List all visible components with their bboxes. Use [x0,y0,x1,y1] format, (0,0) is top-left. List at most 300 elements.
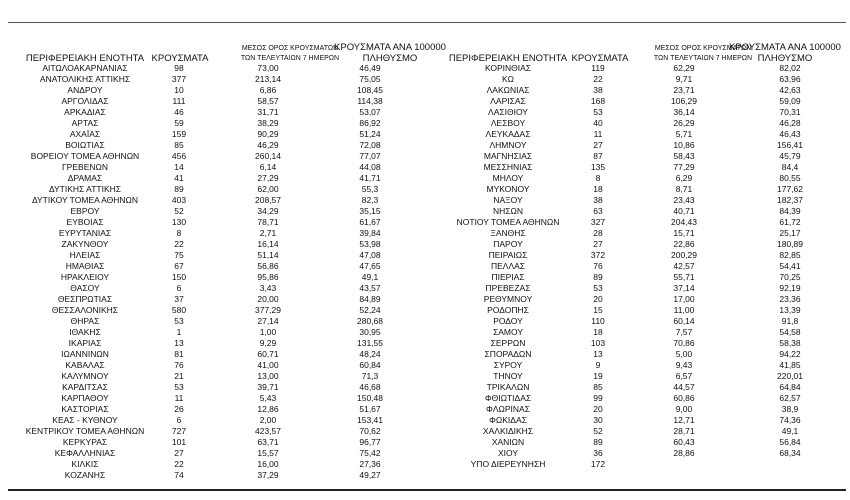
region-cell: ΚΙΛΚΙΣ [71,459,99,469]
avg-cell: 23,43 [673,195,695,205]
cases-cell: 87 [593,151,603,161]
per100k-cell: 80,55 [779,173,801,183]
region-cell: ΚΕΝΤΡΙΚΟΥ ΤΟΜΕΑ ΑΘΗΝΩΝ [25,426,145,436]
region-cell: ΔΥΤΙΚΗΣ ΑΤΤΙΚΗΣ [48,184,122,194]
avg-cell: 60,71 [257,349,279,359]
region-cell: ΚΑΣΤΟΡΙΑΣ [61,404,109,414]
cases-cell: 327 [590,217,606,227]
region-cell: ΑΡΚΑΔΙΑΣ [64,107,106,117]
per100k-cell: 43,57 [359,283,381,293]
region-cell: ΣΕΡΡΩΝ [490,338,526,348]
region-cell: ΡΕΘΥΜΝΟΥ [483,294,533,304]
avg-cell: 62,00 [257,184,279,194]
avg-cell: 9,00 [675,404,693,414]
cases-cell: 111 [172,96,186,106]
per100k-cell: 56,84 [779,437,801,447]
per100k-cell: 55,3 [361,184,379,194]
avg-cell: 16,00 [257,459,279,469]
region-cell: ΒΟΡΕΙΟΥ ΤΟΜΕΑ ΑΘΗΝΩΝ [30,151,140,161]
region-cell: ΑΝΑΤΟΛΙΚΗΣ ΑΤΤΙΚΗΣ [39,74,131,84]
region-cell: ΠΡΕΒΕΖΑΣ [485,283,531,293]
avg-cell: 12,86 [257,404,279,414]
per100k-cell: 25,17 [779,228,801,238]
cases-cell: 74 [174,470,184,480]
header-avg-line1: ΜΕΣΟΣ ΟΡΟΣ ΚΡΟΥΣΜΑΤΩΝ [654,45,752,52]
header-per100k-line2: ΠΛΗΘΥΣΜΟ [757,53,813,64]
region-cell: ΛΑΣΙΘΙΟΥ [488,107,528,117]
avg-cell: 56,86 [257,261,279,271]
avg-cell: 34,29 [257,206,279,216]
region-cell: ΦΛΩΡΙΝΑΣ [486,404,530,414]
cases-cell: 10 [174,85,184,95]
cases-cell: 76 [593,261,603,271]
avg-cell: 6,57 [675,371,693,381]
per100k-cell: 153,41 [357,415,383,425]
region-cell: ΚΑΛΥΜΝΟΥ [61,371,109,381]
header-per100k-right [720,42,850,64]
per100k-cell: 86,92 [359,118,381,128]
per100k-cell: 53,07 [359,107,381,117]
cases-cell: 20 [593,404,603,414]
per100k-cell: 177,62 [777,184,803,194]
cases-cell: 63 [593,206,603,216]
per100k-cell: 70,62 [359,426,381,436]
avg-cell: 42,57 [673,261,695,271]
cases-cell: 119 [591,63,605,73]
region-cell: ΓΡΕΒΕΝΩΝ [62,162,108,172]
region-cell: ΔΥΤΙΚΟΥ ΤΟΜΕΑ ΑΘΗΝΩΝ [31,195,139,205]
per100k-cell: 61,72 [779,217,801,227]
avg-cell: 44,57 [673,382,695,392]
avg-cell: 9,43 [675,360,693,370]
region-cell: ΡΟΔΟΠΗΣ [487,305,529,315]
header-cases-left: ΚΡΟΥΣΜΑΤΑ [151,53,209,64]
per100k-cell: 46,28 [779,118,801,128]
per100k-cell: 92,19 [779,283,801,293]
per100k-cell: 84,39 [779,206,801,216]
per100k-cell: 13,39 [779,305,801,315]
region-cell: ΠΕΙΡΑΙΩΣ [488,250,528,260]
per100k-cell: 91,8 [781,316,799,326]
cases-cell: 40 [593,118,603,128]
per100k-cell: 39,84 [359,228,381,238]
per100k-cell: 114,38 [357,96,383,106]
region-cell: ΜΑΓΝΗΣΙΑΣ [483,151,533,161]
avg-cell: 6,14 [259,162,277,172]
per100k-cell: 46,49 [359,63,381,73]
avg-cell: 8,71 [675,184,693,194]
avg-cell: 5,00 [675,349,693,359]
per100k-cell: 44,08 [359,162,381,172]
cases-cell: 27 [174,448,184,458]
region-cell: ΒΟΙΩΤΙΑΣ [65,140,105,150]
per100k-cell: 51,24 [359,129,381,139]
cases-cell: 41 [174,173,184,183]
avg-cell: 1,00 [259,327,277,337]
avg-cell: 22,86 [673,239,695,249]
cases-cell: 8 [176,228,182,238]
region-cell: ΝΑΞΟΥ [493,195,523,205]
per100k-cell: 46,68 [359,382,381,392]
per100k-cell: 108,45 [357,85,383,95]
region-cell: ΚΕΦΑΛΛΗΝΙΑΣ [54,448,116,458]
cases-cell: 135 [590,162,606,172]
region-cell: ΦΩΚΙΔΑΣ [489,415,527,425]
avg-cell: 39,71 [257,382,279,392]
cases-cell: 81 [174,349,184,359]
avg-cell: 23,71 [673,85,695,95]
region-cell: ΜΥΚΟΝΟΥ [486,184,530,194]
region-cell: ΑΧΑΪΑΣ [69,129,101,139]
region-cell: ΚΩ [501,74,515,84]
region-cell: ΑΡΤΑΣ [71,118,99,128]
avg-cell: 27,14 [257,316,279,326]
per100k-cell: 75,05 [359,74,381,84]
region-cell: ΚΕΑΣ - ΚΥΘΝΟΥ [52,415,118,425]
avg-cell: 38,29 [257,118,279,128]
region-cell: ΤΗΝΟΥ [493,371,523,381]
per100k-cell: 54,41 [779,261,801,271]
region-cell: ΘΕΣΣΑΛΟΝΙΚΗΣ [51,305,119,315]
per100k-cell: 82,3 [361,195,379,205]
cases-cell: 150 [171,272,187,282]
cases-cell: 18 [593,327,603,337]
region-cell: ΧΑΛΚΙΔΙΚΗΣ [482,426,534,436]
cases-cell: 372 [590,250,606,260]
avg-cell: 6,29 [675,173,693,183]
region-cell: ΞΑΝΘΗΣ [490,228,526,238]
avg-cell: 5,43 [259,393,277,403]
cases-cell: 98 [174,63,184,73]
avg-cell: 2,71 [259,228,277,238]
region-cell: ΛΑΡΙΣΑΣ [490,96,526,106]
cases-cell: 53 [593,283,603,293]
cases-cell: 14 [174,162,184,172]
avg-cell: 260,14 [255,151,281,161]
per100k-cell: 70,31 [779,107,801,117]
region-cell: ΚΕΡΚΥΡΑΣ [62,437,108,447]
cases-cell: 13 [593,349,603,359]
region-cell: ΘΑΣΟΥ [70,283,100,293]
region-cell: ΘΕΣΠΡΩΤΙΑΣ [57,294,113,304]
per100k-cell: 96,77 [359,437,381,447]
per100k-cell: 62,57 [779,393,801,403]
cases-cell: 22 [593,74,603,84]
per100k-cell: 54,58 [779,327,801,337]
header-region-left: ΠΕΡΙΦΕΡΕΙΑΚΗ ΕΝΟΤΗΤΑ [25,53,145,64]
avg-cell: 31,71 [257,107,279,117]
avg-cell: 58,43 [673,151,695,161]
cases-cell: 377 [171,74,187,84]
region-cell: ΥΠΟ ΔΙΕΡΕΥΝΗΣΗ [470,459,546,469]
avg-cell: 95,86 [257,272,279,282]
per100k-cell: 35,15 [359,206,381,216]
cases-cell: 15 [593,305,603,315]
avg-cell: 17,00 [673,294,695,304]
cases-cell: 130 [171,217,187,227]
avg-cell: 204,43 [671,217,697,227]
cases-cell: 76 [174,360,184,370]
avg-cell: 40,71 [673,206,695,216]
cases-cell: 28 [593,228,603,238]
region-cell: ΙΚΑΡΙΑΣ [68,338,102,348]
cases-cell: 727 [171,426,187,436]
cases-cell: 27 [593,239,603,249]
per100k-cell: 82,85 [779,250,801,260]
header-region-right: ΠΕΡΙΦΕΡΕΙΑΚΗ ΕΝΟΤΗΤΑ [448,53,568,64]
cases-cell: 99 [593,393,603,403]
avg-cell: 51,14 [257,250,279,260]
per100k-cell: 47,08 [359,250,381,260]
avg-cell: 37,29 [257,470,279,480]
region-cell: ΚΑΒΑΛΑΣ [65,360,105,370]
per100k-cell: 61,67 [359,217,381,227]
avg-cell: 16,14 [257,239,279,249]
avg-cell: 3,43 [259,283,277,293]
region-cell: ΚΑΡΠΑΘΟΥ [61,393,109,403]
cases-cell: 36 [593,448,603,458]
per100k-cell: 72,08 [359,140,381,150]
region-cell: ΡΟΔΟΥ [493,316,523,326]
avg-cell: 20,00 [257,294,279,304]
region-cell: ΝΟΤΙΟΥ ΤΟΜΕΑ ΑΘΗΝΩΝ [456,217,560,227]
cases-cell: 89 [593,272,603,282]
header-avg-line2: ΤΩΝ ΤΕΛΕΥΤΑΙΩΝ 7 ΗΜΕΡΩΝ [240,55,340,62]
cases-cell: 27 [593,140,603,150]
avg-cell: 63,71 [257,437,279,447]
avg-cell: 46,29 [257,140,279,150]
avg-cell: 70,86 [673,338,695,348]
cases-cell: 403 [171,195,187,205]
cases-cell: 11 [593,129,603,139]
cases-cell: 13 [174,338,184,348]
header-per100k-line1: ΚΡΟΥΣΜΑΤΑ ΑΝΑ 100000 [729,42,841,53]
region-cell: ΘΗΡΑΣ [70,316,100,326]
avg-cell: 28,71 [673,426,695,436]
cases-cell: 159 [171,129,187,139]
avg-cell: 26,29 [673,118,695,128]
avg-cell: 60,86 [673,393,695,403]
avg-cell: 5,71 [675,129,693,139]
cases-cell: 6 [176,283,182,293]
cases-cell: 59 [174,118,184,128]
header-avg-line2: ΤΩΝ ΤΕΛΕΥΤΑΙΩΝ 7 ΗΜΕΡΩΝ [653,55,753,62]
cases-cell: 38 [593,85,603,95]
per100k-cell: 84,4 [781,162,799,172]
cases-cell: 20 [593,294,603,304]
avg-cell: 213,14 [255,74,281,84]
region-cell: ΜΕΣΣΗΝΙΑΣ [483,162,533,172]
per100k-cell: 131,55 [357,338,383,348]
header-per100k-line2: ΠΛΗΘΥΣΜΟ [362,53,418,64]
avg-cell: 12,71 [673,415,695,425]
region-cell: ΣΠΟΡΑΔΩΝ [484,349,532,359]
region-cell: ΚΑΡΔΙΤΣΑΣ [62,382,108,392]
cases-cell: 52 [174,206,184,216]
avg-cell: 208,57 [255,195,281,205]
cases-cell: 19 [593,371,603,381]
avg-cell: 6,86 [259,85,277,95]
avg-cell: 2,00 [259,415,277,425]
per100k-cell: 60,84 [359,360,381,370]
per100k-cell: 47,65 [359,261,381,271]
region-cell: ΠΑΡΟΥ [493,239,523,249]
cases-cell: 18 [593,184,603,194]
region-cell: ΑΝΔΡΟΥ [67,85,103,95]
region-cell: ΠΙΕΡΙΑΣ [491,272,525,282]
per100k-cell: 150,48 [357,393,383,403]
avg-cell: 10,86 [673,140,695,150]
per100k-cell: 45,79 [779,151,801,161]
region-cell: ΝΗΣΩΝ [492,206,524,216]
region-cell: ΜΗΛΟΥ [492,173,524,183]
cases-cell: 9 [595,360,601,370]
region-cell: ΗΡΑΚΛΕΙΟΥ [60,272,110,282]
header-avg-line1: ΜΕΣΟΣ ΟΡΟΣ ΚΡΟΥΣΜΑΤΩΝ [241,45,339,52]
per100k-cell: 63,96 [779,74,801,84]
cases-cell: 85 [593,382,603,392]
avg-cell: 28,86 [673,448,695,458]
region-cell: ΕΥΡΥΤΑΝΙΑΣ [58,228,112,238]
region-cell: ΗΛΕΙΑΣ [69,250,101,260]
per100k-cell: 48,24 [359,349,381,359]
region-cell: ΛΕΥΚΑΔΑΣ [485,129,531,139]
region-cell: ΕΒΡΟΥ [70,206,100,216]
per100k-cell: 64,84 [779,382,801,392]
region-cell: ΦΘΙΩΤΙΔΑΣ [484,393,532,403]
per100k-cell: 74,36 [779,415,801,425]
region-cell: ΠΕΛΛΑΣ [490,261,526,271]
cases-cell: 37 [174,294,184,304]
per100k-cell: 68,34 [779,448,801,458]
per100k-cell: 70,25 [779,272,801,282]
region-cell: ΑΙΤΩΛΟΑΚΑΡΝΑΝΙΑΣ [42,63,128,73]
per100k-cell: 77,07 [359,151,381,161]
region-cell: ΗΜΑΘΙΑΣ [65,261,105,271]
region-cell: ΛΗΜΝΟΥ [489,140,527,150]
region-cell: ΧΙΟΥ [497,448,519,458]
per100k-cell: 59,09 [779,96,801,106]
avg-cell: 77,29 [673,162,695,172]
region-cell: ΛΕΣΒΟΥ [490,118,526,128]
avg-cell: 58,57 [257,96,279,106]
per100k-cell: 41,71 [359,173,381,183]
per100k-cell: 75,42 [359,448,381,458]
avg-cell: 423,57 [255,426,281,436]
region-cell: ΙΩΑΝΝΙΝΩΝ [61,349,109,359]
avg-cell: 15,57 [257,448,279,458]
per100k-cell: 27,36 [359,459,381,469]
per100k-cell: 49,1 [781,426,799,436]
avg-cell: 73,00 [257,63,279,73]
avg-cell: 41,00 [257,360,279,370]
cases-cell: 1 [176,327,182,337]
region-cell: ΧΑΝΙΩΝ [491,437,525,447]
cases-cell: 46 [174,107,184,117]
header-cases-right: ΚΡΟΥΣΜΑΤΑ [571,53,629,64]
region-cell: ΚΟΖΑΝΗΣ [64,470,106,480]
cases-cell: 103 [590,338,606,348]
avg-cell: 13,00 [257,371,279,381]
region-cell: ΕΥΒΟΙΑΣ [66,217,104,227]
avg-cell: 37,14 [673,283,695,293]
cases-cell: 22 [174,239,184,249]
per100k-cell: 280,68 [357,316,383,326]
avg-cell: 36,14 [673,107,695,117]
avg-cell: 377,29 [255,305,281,315]
cases-cell: 8 [595,173,601,183]
per100k-cell: 49,1 [361,272,379,282]
region-cell: ΙΘΑΚΗΣ [69,327,101,337]
bottom-rule [8,489,846,491]
cases-cell: 53 [174,382,184,392]
avg-cell: 62,29 [673,63,695,73]
per100k-cell: 30,95 [359,327,381,337]
avg-cell: 11,00 [673,305,695,315]
per100k-cell: 23,36 [779,294,801,304]
avg-cell: 60,14 [673,316,695,326]
top-rule [8,22,846,23]
per100k-cell: 51,67 [359,404,381,414]
per100k-cell: 180,89 [777,239,803,249]
region-cell: ΔΡΑΜΑΣ [67,173,103,183]
per100k-cell: 156,41 [777,140,803,150]
avg-cell: 9,29 [259,338,277,348]
region-cell: ΚΟΡΙΝΘΙΑΣ [484,63,532,73]
per100k-cell: 220,01 [777,371,803,381]
per100k-cell: 182,37 [777,195,803,205]
per100k-cell: 52,24 [359,305,381,315]
avg-cell: 106,29 [671,96,697,106]
region-cell: ΛΑΚΩΝΙΑΣ [486,85,530,95]
region-cell: ΣΑΜΟΥ [492,327,523,337]
cases-cell: 6 [176,415,182,425]
cases-cell: 89 [174,184,184,194]
region-cell: ΤΡΙΚΑΛΩΝ [486,382,530,392]
cases-cell: 53 [174,316,184,326]
avg-cell: 27,29 [257,173,279,183]
avg-cell: 90,29 [257,129,279,139]
avg-cell: 60,43 [673,437,695,447]
per100k-cell: 38,9 [781,404,799,414]
cases-cell: 85 [174,140,184,150]
cases-cell: 26 [174,404,184,414]
region-cell: ΑΡΓΟΛΙΔΑΣ [61,96,109,106]
cases-cell: 89 [593,437,603,447]
per100k-cell: 53,98 [359,239,381,249]
per100k-cell: 49,27 [359,470,381,480]
cases-cell: 75 [174,250,184,260]
per100k-cell: 58,38 [779,338,801,348]
per100k-cell: 84,89 [359,294,381,304]
per100k-cell: 46,43 [779,129,801,139]
cases-cell: 456 [171,151,187,161]
cases-cell: 53 [593,107,603,117]
per100k-cell: 41,85 [779,360,801,370]
per100k-cell: 42,63 [779,85,801,95]
region-cell: ΖΑΚΥΝΘΟΥ [61,239,109,249]
avg-cell: 200,29 [671,250,697,260]
per100k-cell: 94,22 [779,349,801,359]
avg-cell: 9,71 [675,74,693,84]
avg-cell: 78,71 [257,217,279,227]
cases-cell: 110 [591,316,605,326]
region-cell: ΣΥΡΟΥ [493,360,523,370]
cases-cell: 101 [171,437,187,447]
cases-cell: 172 [590,459,606,469]
cases-cell: 67 [174,261,184,271]
cases-cell: 30 [593,415,603,425]
